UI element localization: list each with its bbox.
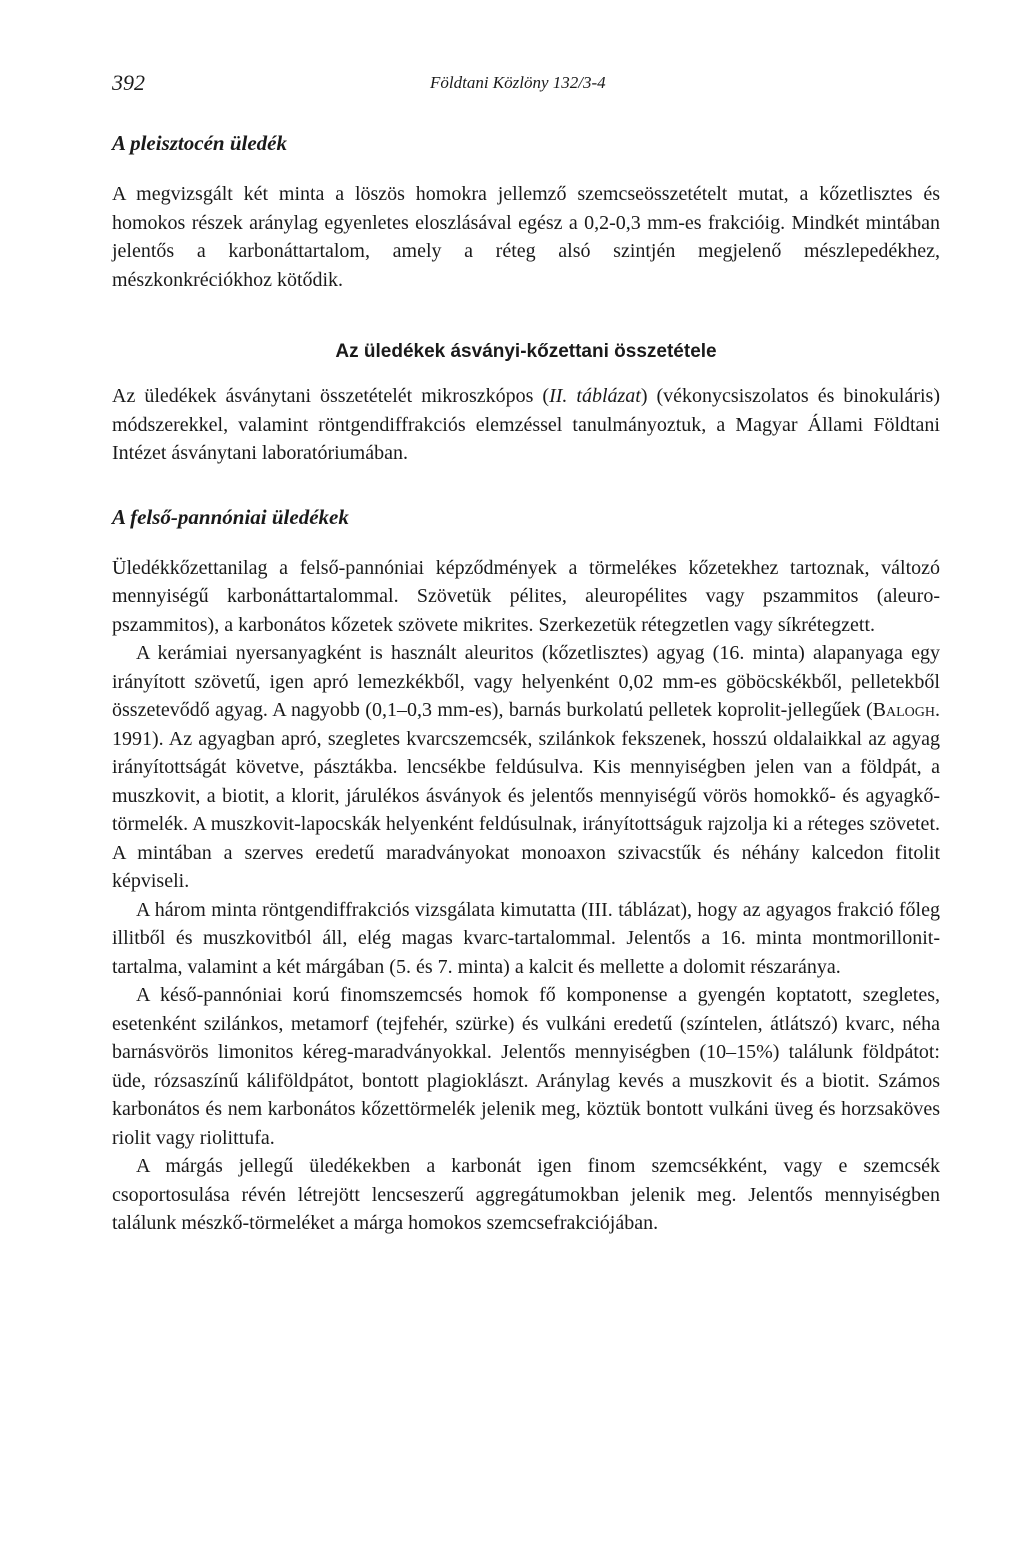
table-reference: II. táblázat <box>549 385 641 407</box>
subheading-upper-pannonian: A felső-pannóniai üledékek <box>112 504 349 529</box>
paragraph: A kerámiai nyersanyagként is használt aleuritos (kőzetlisztes) agyag (16. minta) alapanyaga egy irányított szövetű, igen apró lemezkékből, vagy helyenként 0,02 mm-es göböcskékből, pelletekből összetevődő agyag. A nagyobb (0,1–0,3 mm-es), barnás burkolatú pelletek koprolit-jellegűek (Balogh. 1991). Az agyagban apró, szegletes kvarcszemcsék, szilánkok fekszenek, hosszú oldalaikkal az agyag irányítottságát követve, pásztákba. lencsékbe feldúsulva. Kis mennyiségben jelen van a földpát, a muszkovit, a biotit, a klorit, járulékos ásványok és jelentős mennyiségű vörös homokkő- és agyagkő-törmelék. A muszkovit-lapocskák helyenként feldúsulnak, irányítottságuk rajzolja ki a réteges szövetet. A mintában a szerves eredetű maradványokat monoaxon szivacstűk és néhány kalcedon fitolit képviseli. <box>112 642 940 892</box>
paragraph: A késő-pannóniai korú finomszemcsés homok fő komponense a gyengén koptatott, szegletes, esetenként szilánkos, metamorf (tejfehér, szürke) és vulkáni eredetű (színtelen, átlátszó) kvarc, néha barnásvörös limonitos kéreg-maradványokkal. Jelentős mennyiségben (10–15%) találunk földpátot: üde, rózsaszínű káliföldpátot, bontott plagioklászt. Aránylag kevés a muszkovit és a biotit. Számos karbonátos és nem karbonátos kőzettörmelék jelenik meg, köztük bontott vulkáni üveg és horzsaköves riolit vagy riolittufa. <box>112 984 940 1149</box>
section-heading: Az üledékek ásványi-kőzettani összetétele <box>335 341 717 362</box>
page-number: 392 <box>112 70 145 95</box>
subheading-pleistocene: A pleisztocén üledék <box>112 131 287 155</box>
paragraph: Üledékkőzettanilag a felső-pannóniai képződmények a törmelékes kőzetekhez tartoznak, változó mennyiségű karbonáttartalommal. Szövetük pélites, aleuropélites vagy pszammitos (aleuro-pszammitos), a karbonátos kőzetek szövete mikrites. Szerkezetük rétegzetlen vagy síkrétegzett. <box>112 556 940 636</box>
running-header <box>112 64 940 100</box>
paragraph: A márgás jellegű üledékekben a karbonát igen finom szemcsékként, vagy e szemcsék csoportosulása révén létrejött lencseszerű aggregátumokban jelenik meg. Jelentős mennyiségben találunk mészkő-törmeléket a márga homokos szemcsefrakciójában. <box>112 1155 940 1234</box>
paragraph: Az üledékek ásványtani összetételét mikroszkópos (II. táblázat) (vékonycsiszolatos és binokuláris) módszerekkel, valamint röntgendiffrakciós elemzéssel tanulmányoztuk, a Magyar Állami Földtani Intézet ásványtani laboratóriumában. <box>112 385 941 464</box>
journal-title: Földtani Közlöny 132/3-4 <box>430 73 606 92</box>
paragraph: A megvizsgált két minta a löszös homokra jellemző szemcseösszetételt mutat, a kőzetlisztes és homokos részek aránylag egyenletes eloszlásával egész a 0,2-0,3 mm-es frakcióig. Mindkét mintában jelentős a karbonáttartalom, amely a réteg alsó szintjén megjelenő mészlepedékhez, mészkonkréciókhoz kötődik. <box>112 183 940 291</box>
author-citation: Balogh <box>872 699 935 721</box>
document-page <box>112 64 940 1238</box>
paragraph: A három minta röntgendiffrakciós vizsgálata kimutatta (III. táblázat), hogy az agyagos frakció főleg illitből és muszkovitból áll, elég magas kvarc-tartalommal. Jelentős a 16. minta montmorillonit-tartalma, valamint a két márgában (5. és 7. minta) a kalcit és mellette a dolomit részaránya. <box>112 898 940 978</box>
